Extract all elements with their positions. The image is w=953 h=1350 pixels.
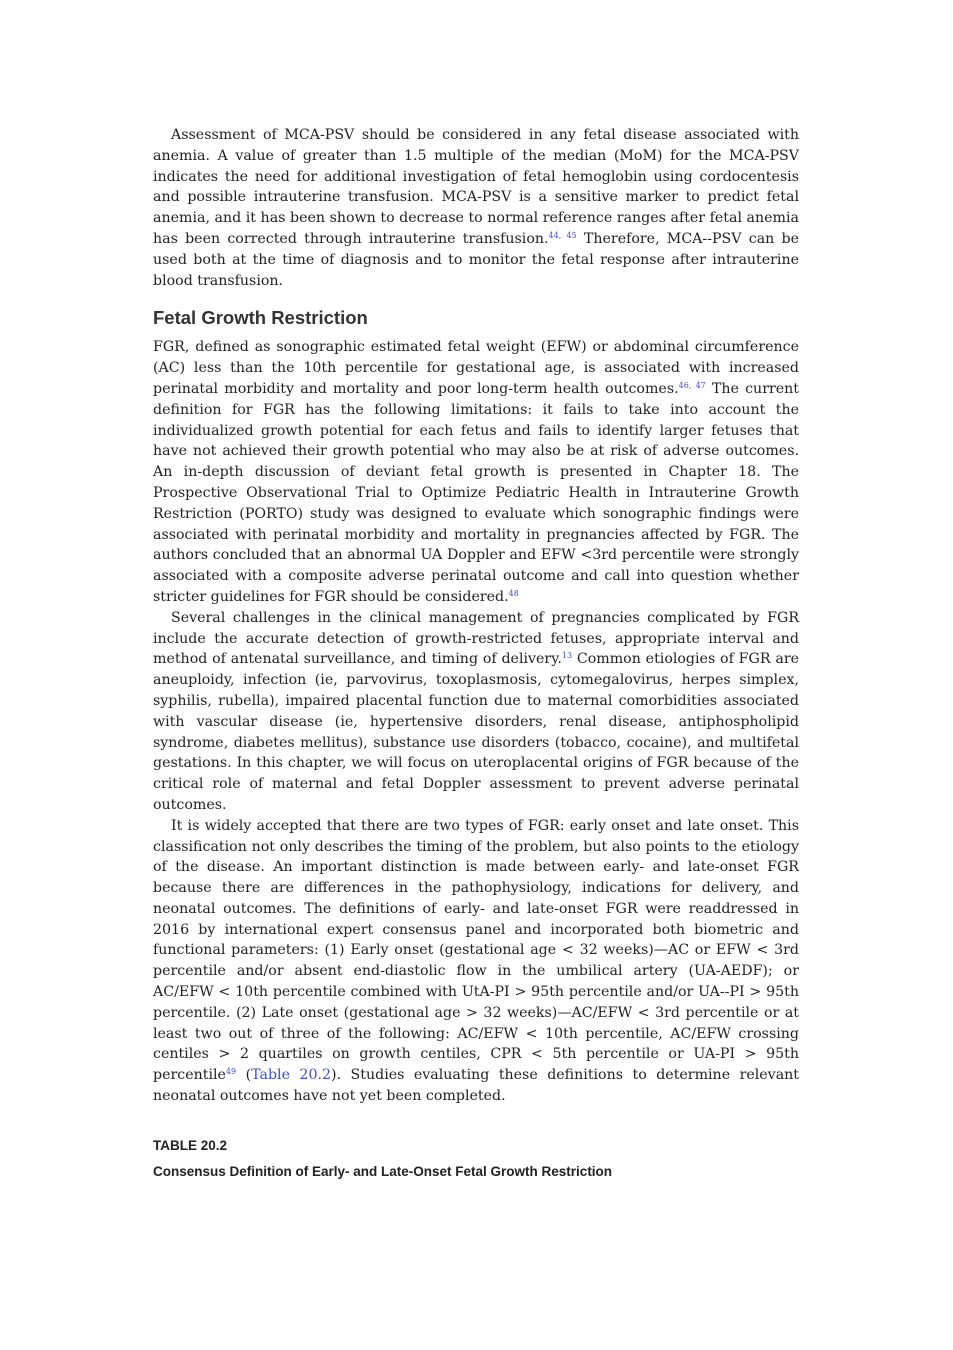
citation-ref[interactable]: 48 [508,588,519,598]
paragraph-mca-psv [153,125,799,291]
paragraph-text: ( [236,1067,252,1084]
paragraph-fgr-definition [153,337,799,607]
paragraph-text: ). Studies evaluating these definitions to determine relevant neonatal outcomes have not yet been completed. [153,1067,799,1105]
paragraph-text: Assessment of MCA-PSV should be considered in any fetal disease associated with anemia. A value of greater than 1.5 multiple of the median (MoM) for the MCA-PSV indicates the need for additional investigation of fetal hemoglobin using cordocentesis and possible intrauterine transfusion. MCA-PSV is a sensitive marker to predict fetal anemia, and it has been shown to decrease to normal reference ranges after fetal anemia has been corrected through intrauterine transfusion. [153,127,799,247]
table-label: TABLE 20.2 [153,1137,228,1153]
citation-ref[interactable]: 44, 45 [548,230,577,240]
citation-ref[interactable]: 46, 47 [678,380,706,390]
paragraph-text: It is widely accepted that there are two types of FGR: early onset and late onset. This classification not only describes the timing of the problem, but also points to the etiology of the disease. An important distinction is made between early- and late-onset FGR because there are differences in the pathophysiology, indications for delivery, and neonatal outcomes. The definitions of early- and late-onset FGR were readdressed in 2016 by international expert consensus panel and incorporated both biometric and functional parameters: (1) Early onset (gestational age < 32 weeks)—AC or EFW < 3rd percentile and/or absent end-diastolic flow in the umbilical artery (UA-AEDF); or AC/EFW < 10th percentile combined with UtA-PI > 95th percentile and/or UA--PI > 95th percentile. (2) Late onset (gestational age > 32 weeks)—AC/EFW < 3rd percentile or at least two out of three of the following: AC/EFW < 10th percentile, AC/EFW crossing centiles > 2 quartiles on growth centiles, CPR < 5th percentile or UA-PI > 95th percentile [153,817,799,1084]
paragraph-text: Common etiologies of FGR are aneuploidy, infection (ie, parvovirus, toxoplasmosis, cytomegalovirus, herpes simplex, syphilis, rubella), impaired placental function due to maternal comorbidities associated with vascular disease (ie, hypertensive disorders, renal disease, antiphospholipid syndrome, diabetes mellitus), substance use disorders (tobacco, cocaine), and multifetal gestations. In this chapter, we will focus on uteroplacental origins of FGR because of the critical role of maternal and fetal Doppler assessment to prevent adverse perinatal outcomes. [153,651,800,813]
page-content [153,125,799,1181]
citation-ref[interactable]: 13 [561,651,573,661]
paragraph-text: Several challenges in the clinical management of pregnancies complicated by FGR include the accurate detection of growth-restricted fetuses, appropriate interval and method of antenatal surveillance, and timing of delivery. [153,609,799,668]
table-link[interactable]: Table 20.2 [251,1067,332,1084]
table-caption: Consensus Definition of Early- and Late-Onset Fetal Growth Restriction [153,1163,613,1179]
paragraph-text: Therefore, MCA--PSV can be used both at the time of diagnosis and to monitor the fetal response after intrauterine blood transfusion. [153,230,799,289]
paragraph-text: The current definition for FGR has the following limitations: it fails to take into account the individualized growth potential for each fetus and fails to identify larger fetuses that have not achieved their growth potential who may also be at risk of adverse outcomes. An in-depth discussion of deviant fetal growth is presented in Chapter 18. The Prospective Observational Trial to Optimize Pediatric Health in Intrauterine Growth Restriction (PORTO) study was designed to evaluate which sonographic findings were associated with perinatal morbidity and mortality in pregnancies affected by FGR. The authors concluded that an abnormal UA Doppler and EFW <3rd percentile were strongly associated with a composite adverse perinatal outcome and call into question whether stricter guidelines for FGR should be considered. [153,380,799,605]
paragraph-fgr-types [153,816,799,1107]
paragraph-text: FGR, defined as sonographic estimated fetal weight (EFW) or abdominal circumference (AC) less than the 10th percentile for gestational age, is associated with increased perinatal morbidity and mortality and poor long-term health outcomes. [153,339,799,397]
section-heading: Fetal Growth Restriction [153,307,368,329]
paragraph-fgr-challenges [153,608,799,816]
citation-ref[interactable]: 49 [225,1067,237,1077]
